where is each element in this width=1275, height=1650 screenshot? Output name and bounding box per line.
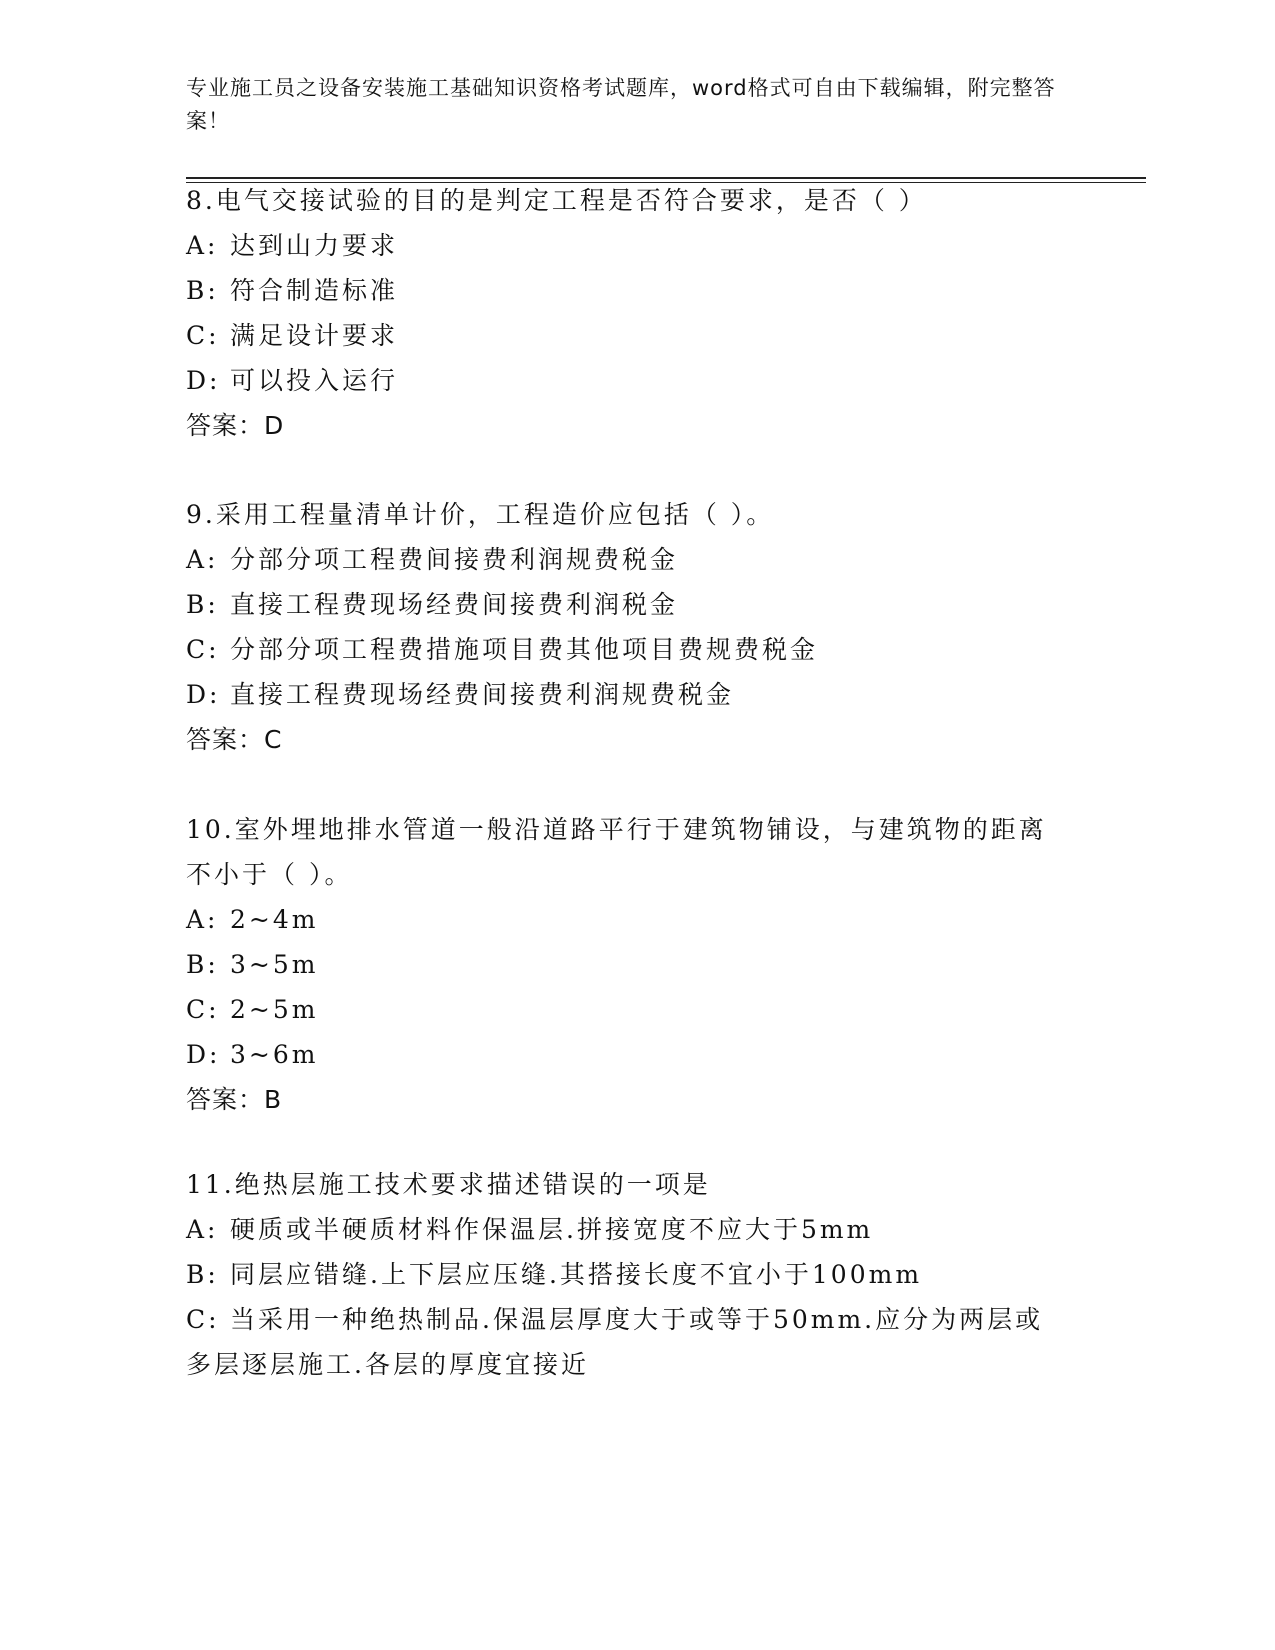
option-text: 同层应错缝.上下层应压缝.其搭接长度不宜小于100mm xyxy=(230,1260,923,1289)
option-a xyxy=(186,223,1086,268)
option-text: 3~5m xyxy=(230,950,319,979)
option-letter: A: xyxy=(186,1215,219,1244)
option-letter: B: xyxy=(186,950,219,979)
option-letter: C: xyxy=(186,321,220,350)
option-letter: C: xyxy=(186,995,220,1024)
option-text: 分部分项工程费措施项目费其他项目费规费税金 xyxy=(230,635,819,664)
option-letter: B: xyxy=(186,276,219,305)
question-9 xyxy=(186,492,1086,762)
option-text: 达到山力要求 xyxy=(230,231,399,260)
option-text: 2~4m xyxy=(230,905,319,934)
question-stem: 11.绝热层施工技术要求描述错误的一项是 xyxy=(186,1170,711,1199)
option-text: 3~6m xyxy=(230,1040,319,1069)
option-c xyxy=(186,1297,1066,1387)
option-c xyxy=(186,987,1086,1032)
option-letter: C: xyxy=(186,635,220,664)
option-d xyxy=(186,358,1086,403)
option-letter: D: xyxy=(186,680,221,709)
answer-label: 答案：C xyxy=(186,725,283,754)
option-text: 满足设计要求 xyxy=(230,321,399,350)
question-stem: 10.室外埋地排水管道一般沿道路平行于建筑物铺设，与建筑物的距离不小于（ ）。 xyxy=(186,815,1047,889)
option-text: 分部分项工程费间接费利润规费税金 xyxy=(230,545,679,574)
option-letter: A: xyxy=(186,545,219,574)
document-header: 专业施工员之设备安装施工基础知识资格考试题库，word格式可自由下载编辑，附完整答案！ xyxy=(186,76,1056,133)
option-text: 当采用一种绝热制品.保温层厚度大于或等于50mm.应分为两层或多层逐层施工.各层的厚度宜接近 xyxy=(186,1305,1044,1379)
question-8 xyxy=(186,178,1086,448)
option-c xyxy=(186,627,1086,672)
option-d xyxy=(186,672,1086,717)
option-letter: B: xyxy=(186,590,219,619)
option-d xyxy=(186,1032,1086,1077)
option-text: 符合制造标准 xyxy=(230,276,399,305)
question-stem: 8.电气交接试验的目的是判定工程是否符合要求，是否（ ） xyxy=(186,186,927,215)
option-letter: A: xyxy=(186,231,219,260)
option-text: 直接工程费现场经费间接费利润规费税金 xyxy=(230,680,735,709)
option-letter: D: xyxy=(186,1040,221,1069)
option-a xyxy=(186,897,1086,942)
option-c xyxy=(186,313,1086,358)
option-b xyxy=(186,268,1086,313)
question-10 xyxy=(186,807,1086,1122)
option-a xyxy=(186,537,1086,582)
question-stem: 9.采用工程量清单计价，工程造价应包括（ ）。 xyxy=(186,500,775,529)
question-11 xyxy=(186,1162,1086,1387)
answer-label: 答案：B xyxy=(186,1085,283,1114)
option-letter: D: xyxy=(186,366,221,395)
option-letter: B: xyxy=(186,1260,219,1289)
option-text: 直接工程费现场经费间接费利润税金 xyxy=(230,590,679,619)
option-a xyxy=(186,1207,1086,1252)
option-letter: A: xyxy=(186,905,219,934)
answer-label: 答案：D xyxy=(186,411,285,440)
option-b xyxy=(186,582,1086,627)
option-text: 2~5m xyxy=(230,995,319,1024)
option-text: 可以投入运行 xyxy=(230,366,399,395)
option-b xyxy=(186,1252,1086,1297)
option-text: 硬质或半硬质材料作保温层.拼接宽度不应大于5mm xyxy=(230,1215,874,1244)
option-letter: C: xyxy=(186,1305,220,1334)
option-b xyxy=(186,942,1086,987)
